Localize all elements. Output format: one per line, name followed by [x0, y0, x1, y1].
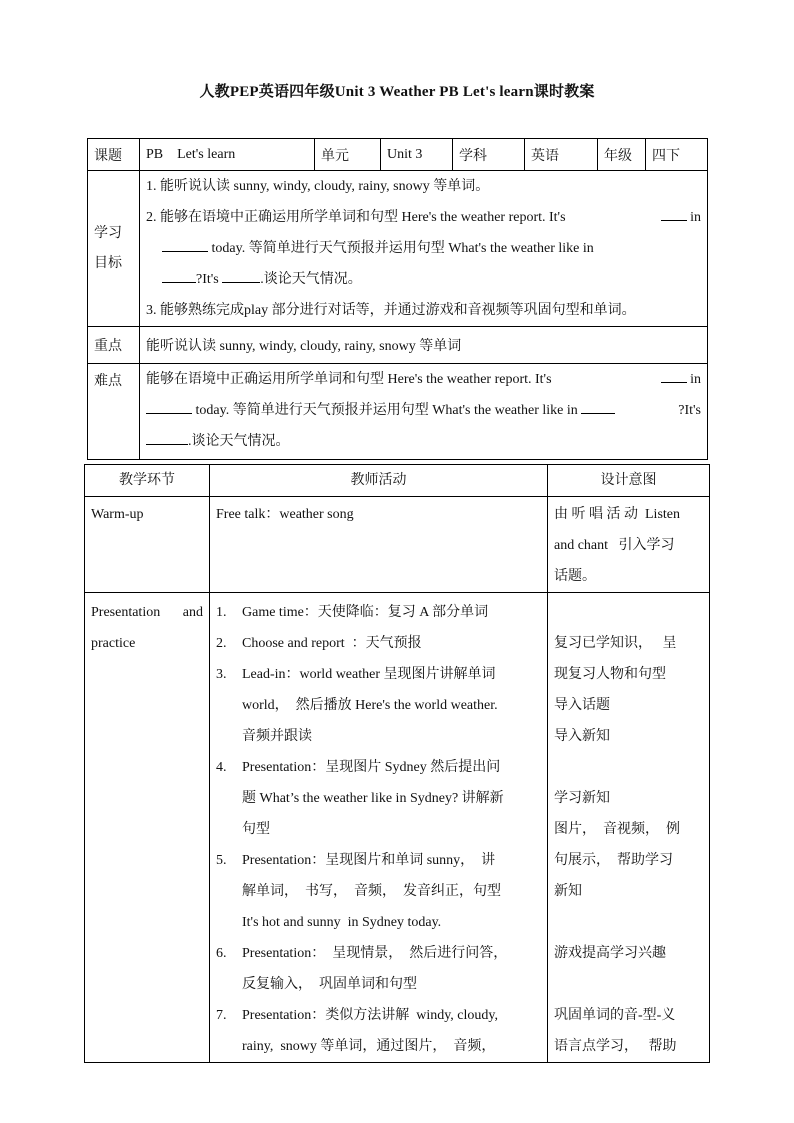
subject-label: 学科: [453, 139, 525, 171]
objective-2-cont: today. 等简单进行天气预报并运用句型 What's the weather like in: [146, 233, 701, 264]
course-label: 课题: [88, 139, 140, 171]
step-number: 1.: [216, 605, 227, 620]
step-text-line: 解单词， 书写， 音频， 发音纠正，句型: [242, 884, 501, 899]
grade-value: 四下: [646, 139, 708, 171]
step-text-line: world， 然后播放 Here's the world weather.: [242, 698, 498, 713]
step-number: 2.: [216, 636, 227, 651]
step-text: [242, 597, 541, 628]
step-text-line: Presentation： 呈现情景， 然后进行问答，: [242, 946, 508, 961]
process-table: [84, 464, 710, 1063]
step-text-line: It's hot and sunny in Sydney today.: [242, 915, 442, 930]
col-teacher-header: 教师活动: [210, 465, 548, 497]
document-title: 人教PEP英语四年级Unit 3 Weather PB Let's learn课时教案: [199, 84, 595, 100]
warmup-stage: Warm-up: [85, 497, 210, 593]
step-text-line: 题 What’s the weather like in Sydney? 讲解新: [242, 791, 504, 806]
step-item: [216, 628, 541, 659]
step-text: [242, 938, 541, 1000]
step-text-line: Presentation：呈现图片和单词 sunny， 讲: [242, 853, 496, 868]
step-text-line: Presentation：类似方法讲解 windy, cloudy,: [242, 1008, 498, 1023]
step-item: [216, 845, 541, 938]
step-text-line: 音频并跟读: [242, 729, 312, 744]
difficulties-label: 难点: [88, 364, 140, 460]
step-item: [216, 659, 541, 752]
key-points-text: 能听说认读 sunny, windy, cloudy, rainy, snowy 等单词: [140, 327, 708, 364]
steps-list: [216, 597, 541, 1062]
difficulty-line-3: .谈论天气情况。: [146, 426, 701, 457]
step-item: [216, 752, 541, 845]
difficulties-content: [140, 364, 708, 460]
presentation-design: 复习已学知识， 呈 现复习人物和句型 导入话题 导入新知 学习新知 图片， 音视频， 例 句展示， 帮助学习 新知 游戏提高学习兴趣 巩固单词的音-型-义 语言点学习， 帮助: [548, 593, 710, 1063]
warmup-activity: Free talk：weather song: [210, 497, 548, 593]
objective-1: 1. 能听说认读 sunny, windy, cloudy, rainy, snowy 等单词。: [146, 179, 490, 194]
step-item: [216, 938, 541, 1000]
step-text-line: Presentation：呈现图片 Sydney 然后提出问: [242, 760, 501, 775]
warmup-design: 由 听 唱 活 动 Listen and chant 引入学习 话题。: [548, 497, 710, 593]
col-design-header: 设计意图: [548, 465, 710, 497]
objective-3: 3. 能够熟练完成play 部分进行对话等，并通过游戏和音视频等巩固句型和单词。: [146, 303, 636, 318]
step-number: 5.: [216, 853, 227, 868]
step-number: 4.: [216, 760, 227, 775]
info-table: [87, 138, 708, 460]
difficulty-line-2: today. 等简单进行天气预报并运用句型 What's the weather like in ?It's: [146, 395, 701, 426]
unit-value: Unit 3: [381, 139, 453, 171]
objective-2: 2. 能够在语境中正确运用所学单词和句型 Here's the weather report. It's in: [146, 202, 701, 233]
col-stage-header: 教学环节: [85, 465, 210, 497]
step-number: 3.: [216, 667, 227, 682]
step-text: [242, 752, 541, 845]
presentation-activities: [210, 593, 548, 1063]
difficulty-line-1: 能够在语境中正确运用所学单词和句型 Here's the weather report. It's in: [146, 364, 701, 395]
course-value: PB Let's learn: [140, 139, 315, 171]
step-text-line: 反复输入， 巩固单词和句型: [242, 977, 417, 992]
key-points-label: 重点: [88, 327, 140, 364]
step-text: [242, 1000, 541, 1062]
step-text-line: Choose and report ：天气预报: [242, 636, 422, 651]
subject-value: 英语: [525, 139, 598, 171]
step-text-line: 句型: [242, 822, 270, 837]
step-text-line: Game time：天使降临：复习 A 部分单词: [242, 605, 489, 620]
step-text: [242, 659, 541, 752]
step-number: 6.: [216, 946, 227, 961]
objective-2-end: ?It's .谈论天气情况。: [146, 264, 701, 295]
step-item: [216, 1000, 541, 1062]
step-text: [242, 628, 541, 659]
objectives-label: 学习目标: [88, 171, 140, 327]
step-number: 7.: [216, 1008, 227, 1023]
grade-label: 年级: [598, 139, 646, 171]
presentation-stage: Presentation and practice: [85, 593, 210, 1063]
step-text: [242, 845, 541, 938]
step-item: [216, 597, 541, 628]
step-text-line: rainy, snowy 等单词，通过图片， 音频，: [242, 1039, 496, 1054]
unit-label: 单元: [315, 139, 381, 171]
step-text-line: Lead-in：world weather 呈现图片讲解单词: [242, 667, 496, 682]
objectives-content: [140, 171, 708, 327]
